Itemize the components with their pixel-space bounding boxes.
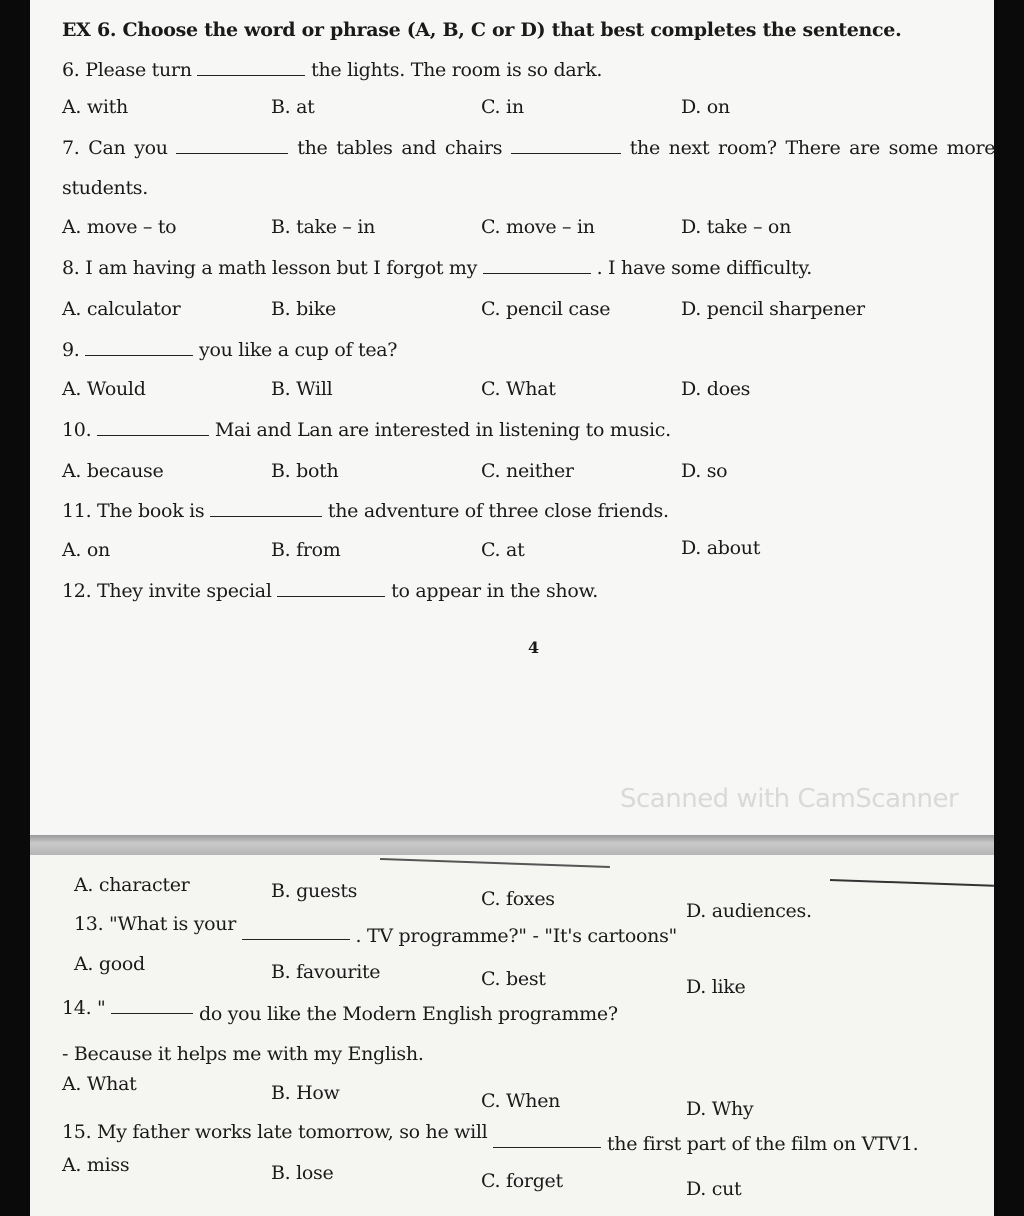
option-a[interactable]: A. move – to (62, 216, 177, 238)
answer-blank[interactable] (111, 999, 193, 1014)
option-a[interactable]: A. because (62, 460, 164, 482)
option-c[interactable]: C. move – in (481, 216, 595, 238)
option-d[interactable]: D. so (681, 460, 728, 482)
answer-blank[interactable] (511, 139, 621, 154)
option-b[interactable]: B. How (271, 1082, 340, 1104)
option-b[interactable]: B. at (271, 96, 315, 118)
option-a[interactable]: A. good (74, 953, 145, 975)
question-14-text-post: do you like the Modern English programme? (199, 1003, 618, 1025)
question-15 (62, 1120, 919, 1155)
option-a[interactable]: A. What (62, 1073, 137, 1095)
question-6-text-pre: 6. Please turn (62, 59, 192, 81)
page-divider (30, 835, 994, 855)
option-c[interactable]: C. best (481, 968, 546, 990)
option-c[interactable]: C. foxes (481, 888, 555, 910)
option-d[interactable]: D. like (686, 976, 746, 998)
option-d[interactable]: D. does (681, 378, 751, 400)
question-8-text-pre: 8. I am having a math lesson but I forgot my (62, 257, 478, 279)
option-b[interactable]: B. from (271, 539, 341, 561)
option-a[interactable]: A. on (62, 539, 110, 561)
option-d[interactable]: D. pencil sharpener (681, 298, 865, 320)
option-b[interactable]: B. lose (271, 1162, 334, 1184)
question-7-text-mid: the tables and chairs (297, 137, 503, 159)
option-c[interactable]: C. What (481, 378, 556, 400)
question-14-text-pre: 14. " (62, 997, 106, 1019)
question-12 (62, 579, 598, 603)
option-c[interactable]: C. forget (481, 1170, 563, 1192)
question-14 (62, 996, 618, 1025)
question-14-answer-line: - Because it helps me with my English. (62, 1043, 424, 1065)
answer-blank[interactable] (176, 139, 288, 154)
question-10-text-post: Mai and Lan are interested in listening to music. (214, 419, 671, 441)
option-c[interactable]: C. pencil case (481, 298, 611, 320)
question-7-continuation: students. (62, 177, 148, 199)
question-7-text-pre: 7. Can you (62, 137, 168, 159)
option-a[interactable]: A. character (74, 874, 190, 896)
question-6 (62, 58, 602, 82)
option-b[interactable]: B. bike (271, 298, 336, 320)
question-12-text-post: to appear in the show. (391, 580, 598, 602)
option-b[interactable]: B. both (271, 460, 339, 482)
question-11 (62, 499, 669, 523)
page-number: 4 (528, 638, 539, 657)
option-a[interactable]: A. with (62, 96, 128, 118)
question-7-text-post: the next room? There are some more (629, 137, 996, 159)
question-13-text-pre: 13. "What is your (74, 913, 237, 935)
question-8-text-post: . I have some difficulty. (596, 257, 812, 279)
question-11-text-pre: 11. The book is (62, 500, 205, 522)
camscanner-watermark: Scanned with CamScanner (620, 784, 959, 814)
answer-blank[interactable] (97, 421, 209, 436)
answer-blank[interactable] (242, 925, 350, 940)
option-b[interactable]: B. Will (271, 378, 333, 400)
option-b[interactable]: B. favourite (271, 961, 381, 983)
option-b[interactable]: B. guests (271, 880, 358, 902)
answer-blank[interactable] (493, 1133, 601, 1148)
answer-blank[interactable] (85, 341, 193, 356)
option-d[interactable]: D. on (681, 96, 730, 118)
answer-blank[interactable] (277, 582, 385, 597)
answer-blank[interactable] (197, 61, 305, 76)
question-8 (62, 256, 812, 280)
answer-blank[interactable] (483, 259, 591, 274)
question-9-text-post: you like a cup of tea? (199, 339, 398, 361)
option-a[interactable]: A. Would (62, 378, 146, 400)
question-6-text-post: the lights. The room is so dark. (311, 59, 603, 81)
option-d[interactable]: D. Why (686, 1098, 754, 1120)
option-c[interactable]: C. in (481, 96, 524, 118)
question-9 (62, 338, 397, 362)
option-c[interactable]: C. When (481, 1090, 561, 1112)
option-c[interactable]: C. at (481, 539, 525, 561)
question-10 (62, 418, 671, 442)
question-13 (74, 912, 677, 947)
option-d[interactable]: D. cut (686, 1178, 742, 1200)
answer-blank[interactable] (210, 502, 322, 517)
question-15-text-post: the first part of the film on VTV1. (606, 1133, 919, 1155)
question-10-text-pre: 10. (62, 419, 92, 441)
option-a[interactable]: A. miss (62, 1154, 130, 1176)
option-b[interactable]: B. take – in (271, 216, 376, 238)
option-a[interactable]: A. calculator (62, 298, 181, 320)
question-9-text-pre: 9. (62, 339, 80, 361)
scan-border-left (0, 0, 30, 1216)
question-15-text-pre: 15. My father works late tomorrow, so he will (62, 1121, 488, 1143)
option-d[interactable]: D. about (681, 537, 761, 559)
question-12-text-pre: 12. They invite special (62, 580, 272, 602)
question-11-text-post: the adventure of three close friends. (327, 500, 669, 522)
option-d[interactable]: D. audiences. (686, 900, 812, 922)
question-13-text-post: . TV programme?" - "It's cartoons" (355, 925, 677, 947)
scan-border-right (994, 0, 1024, 1216)
question-7 (62, 136, 995, 160)
option-d[interactable]: D. take – on (681, 216, 792, 238)
option-c[interactable]: C. neither (481, 460, 574, 482)
exercise-title: EX 6. Choose the word or phrase (A, B, C or D) that best completes the sentence. (62, 19, 902, 41)
